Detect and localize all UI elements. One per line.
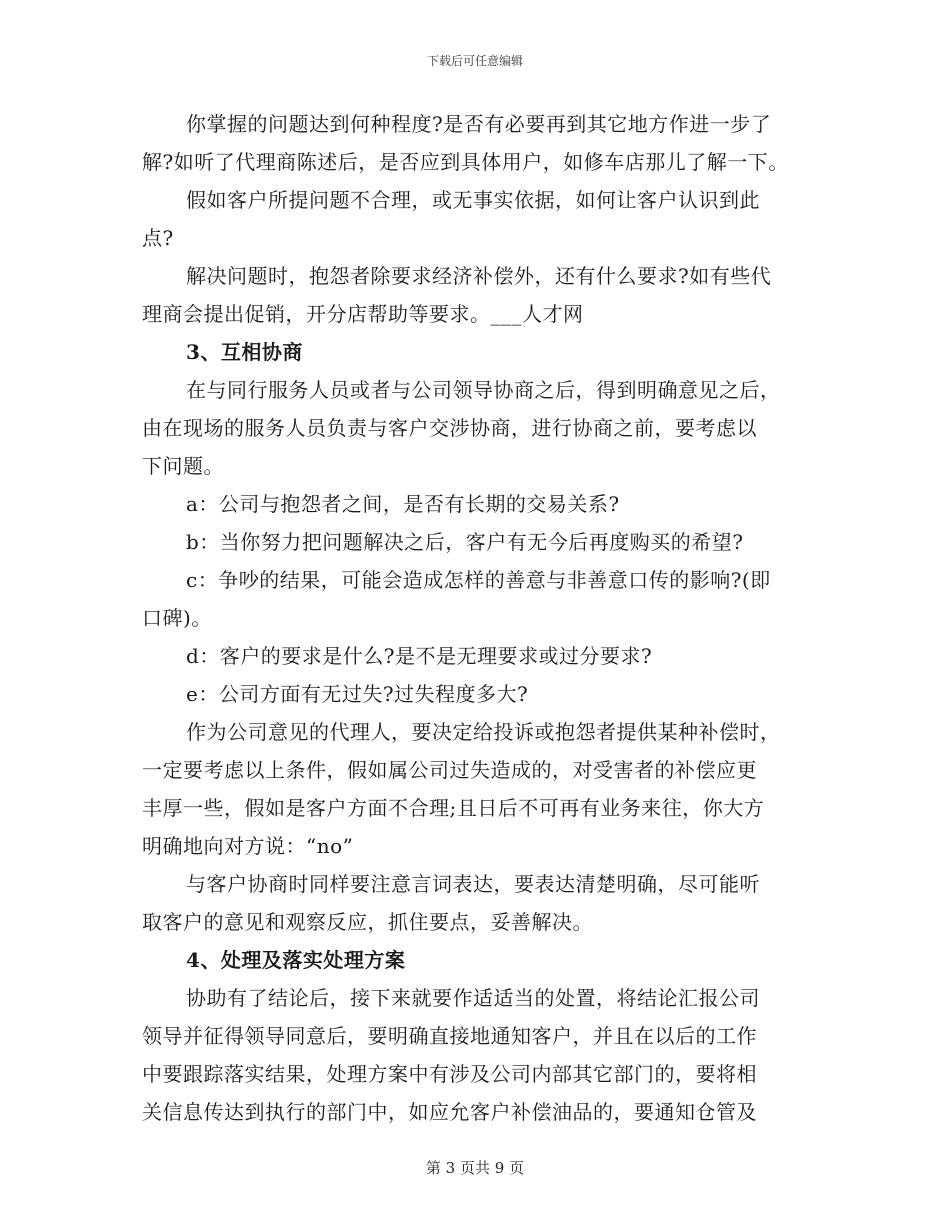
list-item-continuation: 口碑)。	[142, 606, 212, 630]
paragraph-line: 下问题。	[142, 454, 224, 478]
paragraph-line: 作为公司意见的代理人，要决定给投诉或抱怨者提供某种补偿时，	[186, 720, 781, 744]
list-item: a：公司与抱怨者之间，是否有长期的交易关系?	[186, 492, 620, 516]
paragraph-line: 在与同行服务人员或者与公司领导协商之后，得到明确意见之后，	[186, 378, 781, 402]
list-item: e：公司方面有无过失?过失程度多大?	[186, 682, 529, 706]
paragraph-line: 你掌握的问题达到何种程度?是否有必要再到其它地方作进一步了	[186, 112, 772, 136]
paragraph-line: 点?	[142, 226, 174, 250]
page-header: 下载后可任意编辑	[426, 54, 523, 68]
document-body	[142, 105, 822, 1131]
section-heading: 4、处理及落实处理方案	[186, 948, 406, 972]
paragraph-line: 一定要考虑以上条件，假如属公司过失造成的，对受害者的补偿应更	[142, 758, 757, 782]
list-item: b：当你努力把问题解决之后，客户有无今后再度购买的希望?	[186, 530, 744, 554]
section-heading: 3、互相协商	[186, 340, 303, 364]
paragraph-line: 领导并征得领导同意后，要明确直接地通知客户，并且在以后的工作	[142, 1024, 757, 1048]
paragraph-line: 丰厚一些，假如是客户方面不合理;且日后不可再有业务来往，你大方	[142, 796, 765, 820]
paragraph-line: 中要跟踪落实结果，处理方案中有涉及公司内部其它部门的，要将相	[142, 1062, 757, 1086]
paragraph-line: 解?如听了代理商陈述后，是否应到具体用户，如修车店那儿了解一下。	[142, 150, 789, 174]
paragraph-line: 明确地向对方说：“no”	[142, 834, 354, 858]
paragraph-line: 协助有了结论后，接下来就要作适适当的处置，将结论汇报公司	[186, 986, 760, 1010]
page-number-footer: 第 3 页共 9 页	[425, 1159, 525, 1177]
list-item: d：客户的要求是什么?是不是无理要求或过分要求?	[186, 644, 653, 668]
paragraph-line: 理商会提出促销，开分店帮助等要求。___人才网	[142, 302, 584, 326]
paragraph-line: 与客户协商时同样要注意言词表达，要表达清楚明确，尽可能听	[186, 872, 760, 896]
paragraph-line: 关信息传达到执行的部门中，如应允客户补偿油品的，要通知仓管及	[142, 1100, 757, 1124]
paragraph-line: 解决问题时，抱怨者除要求经济补偿外，还有什么要求?如有些代	[186, 264, 772, 288]
list-item: c：争吵的结果，可能会造成怎样的善意与非善意口传的影响?(即	[186, 568, 771, 592]
paragraph-line: 由在现场的服务人员负责与客户交涉协商，进行协商之前，要考虑以	[142, 416, 757, 440]
paragraph-line: 假如客户所提问题不合理，或无事实依据，如何让客户认识到此	[186, 188, 760, 212]
paragraph-line: 取客户的意见和观察反应，抓住要点，妥善解决。	[142, 910, 593, 934]
